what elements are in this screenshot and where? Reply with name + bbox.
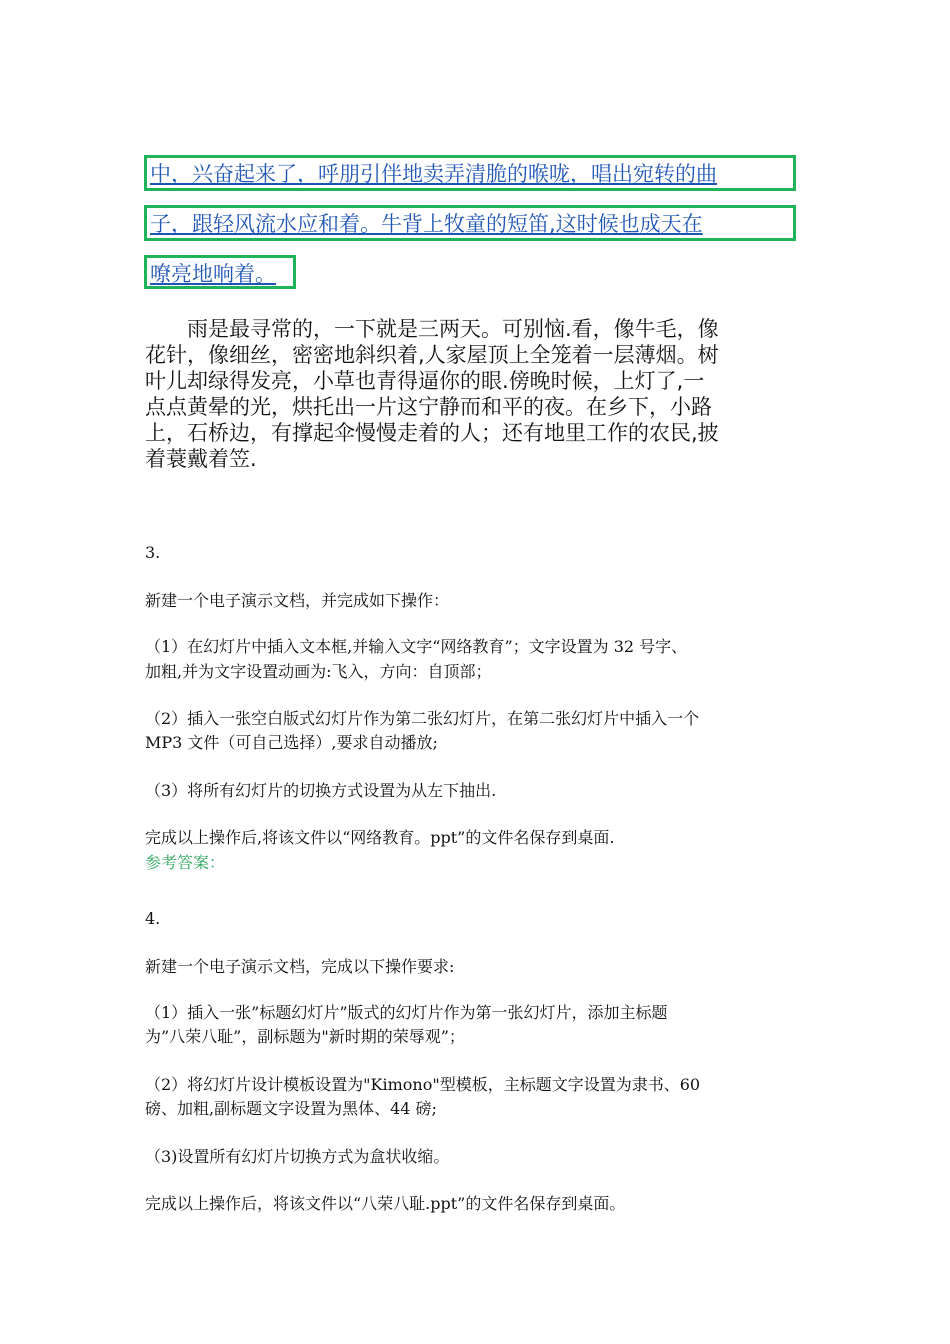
q3-step1-line2: 加粗,并为文字设置动画为:飞入，方向：自顶部； <box>145 662 492 681</box>
rain-line: 着蓑戴着笠. <box>145 447 257 471</box>
highlighted-line-3: 嘹亮地响着。 <box>144 255 296 289</box>
q4-step1-line1: （1）插入一张”标题幻灯片”版式的幻灯片作为第一张幻灯片，添加主标题 <box>145 1003 668 1022</box>
q4-step3: （3)设置所有幻灯片切换方式为盒状收缩。 <box>145 1147 450 1166</box>
highlighted-line-1: 中，兴奋起来了，呼朋引伴地卖弄清脆的喉咙，唱出宛转的曲 <box>144 155 796 191</box>
highlighted-line-2: 子，跟轻风流水应和着。牛背上牧童的短笛,这时候也成天在 <box>144 205 796 241</box>
q3-step1-line1: （1）在幻灯片中插入文本框,并输入文字“网络教育”；文字设置为 32 号字、 <box>145 637 688 656</box>
q4-step2-line1: （2）将幻灯片设计模板设置为"Kimono"型模板，主标题文字设置为隶书、60 <box>145 1075 701 1094</box>
q3-step3: （3）将所有幻灯片的切换方式设置为从左下抽出. <box>145 781 497 800</box>
q4-number: 4. <box>145 909 161 928</box>
rain-paragraph <box>145 316 805 472</box>
q3-finish: 完成以上操作后,将该文件以“网络教育。ppt”的文件名保存到桌面. <box>145 828 615 847</box>
q3-number: 3. <box>145 543 161 562</box>
q4-finish: 完成以上操作后，将该文件以“八荣八耻.ppt”的文件名保存到桌面。 <box>145 1194 626 1213</box>
rain-line: 上，石桥边，有撑起伞慢慢走着的人；还有地里工作的农民,披 <box>145 421 719 445</box>
q4-step1-line2: 为”八荣八耻”，副标题为"新时期的荣辱观”； <box>145 1027 465 1046</box>
q4-intro: 新建一个电子演示文档，完成以下操作要求: <box>145 957 455 976</box>
q3-step2-line1: （2）插入一张空白版式幻灯片作为第二张幻灯片，在第二张幻灯片中插入一个 <box>145 709 700 728</box>
rain-line: 点点黄晕的光，烘托出一片这宁静而和平的夜。在乡下，小路 <box>145 395 712 419</box>
q3-intro: 新建一个电子演示文档，并完成如下操作： <box>145 591 450 610</box>
rain-line: 叶儿却绿得发亮，小草也青得逼你的眼.傍晚时候，上灯了,一 <box>145 369 705 393</box>
answer-label: 参考答案： <box>145 853 226 872</box>
rain-line: 雨是最寻常的，一下就是三两天。可别恼.看，像牛毛，像 <box>187 317 719 341</box>
rain-line: 花针，像细丝，密密地斜织着,人家屋顶上全笼着一层薄烟。树 <box>145 343 719 367</box>
q4-step2-line2: 磅、加粗,副标题文字设置为黑体、44 磅; <box>145 1099 437 1118</box>
q3-step2-line2: MP3 文件（可自己选择）,要求自动播放; <box>145 733 438 752</box>
